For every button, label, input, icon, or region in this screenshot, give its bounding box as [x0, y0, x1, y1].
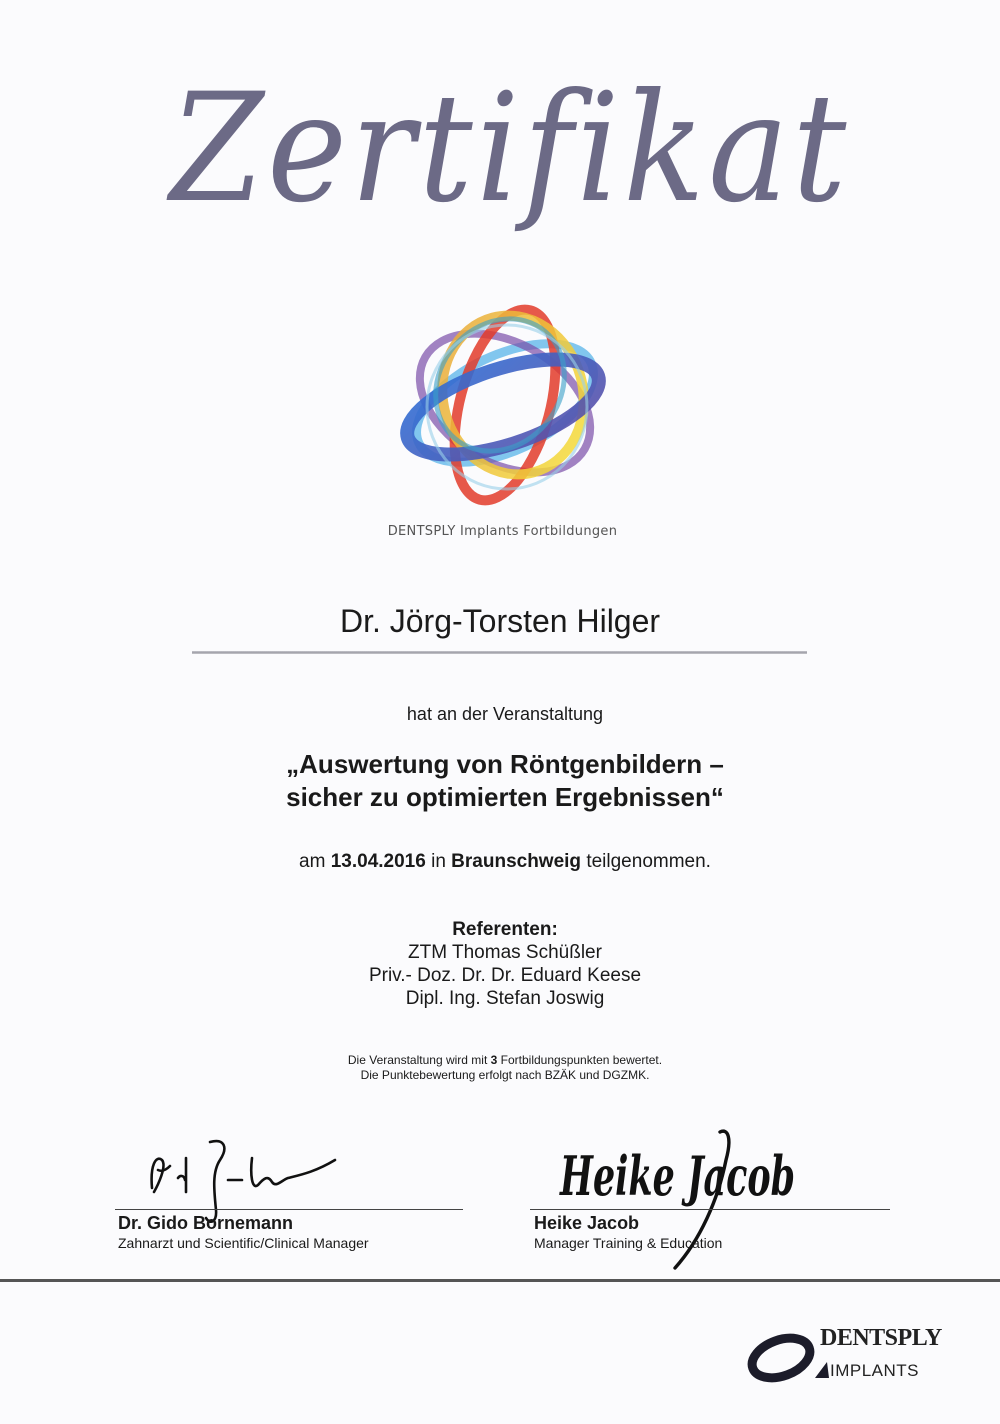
signatory-role-2: Manager Training & Education: [534, 1235, 723, 1251]
place-prefix: in: [431, 851, 446, 872]
points-value: 3: [490, 1053, 498, 1067]
event-intro: hat an der Veranstaltung: [406, 704, 604, 724]
points-suffix: Fortbildungspunkten bewertet.: [500, 1053, 663, 1067]
signature-line-2: [530, 1209, 890, 1210]
event-place: Braunschweig: [451, 851, 582, 872]
signatory-name-2: Heike Jacob: [534, 1213, 640, 1233]
handwritten-signature-text: Heike Jacob: [558, 1144, 795, 1208]
certificate-title-script: [150, 30, 890, 280]
event-title-line-2: sicher zu optimierten Ergebnissen“: [286, 782, 724, 812]
speaker-name: ZTM Thomas Schüßler: [408, 942, 602, 963]
event-date: 13.04.2016: [330, 851, 426, 872]
signature-jacob: [560, 1120, 810, 1280]
points-note-line-2: Die Punktebewertung erfolgt nach BZÄK und DGZMK.: [360, 1068, 650, 1082]
logo-brand-text: DENTSPLY: [820, 1325, 942, 1351]
signature-line-1: [115, 1209, 463, 1210]
event-title: [150, 748, 860, 814]
logo-sub-text: IMPLANTS: [830, 1361, 920, 1380]
speakers-heading: Referenten:: [452, 919, 558, 940]
event-title-line-1: „Auswertung von Röntgenbildern –: [286, 749, 724, 779]
recipient-underline: [192, 651, 807, 654]
signatory-role-1: Zahnarzt und Scientific/Clinical Manager: [118, 1235, 369, 1251]
title-script-text: Zertifikat: [166, 62, 850, 236]
date-prefix: am: [299, 851, 326, 872]
date-suffix: teilgenommen.: [586, 851, 711, 872]
points-note: [200, 1053, 810, 1083]
points-note-line-1: [200, 1053, 810, 1068]
signatory-name-1: Dr. Gido Bornemann: [118, 1213, 294, 1233]
speakers-block: [200, 918, 810, 1010]
speaker-name: Priv.- Doz. Dr. Dr. Eduard Keese: [368, 965, 642, 986]
event-date-line: [150, 851, 860, 873]
globe-rings-emblem: [395, 295, 615, 510]
points-prefix: Die Veranstaltung wird mit: [347, 1053, 488, 1067]
speaker-name: Dipl. Ing. Stefan Joswig: [405, 988, 605, 1009]
recipient-name: Dr. Jörg-Torsten Hilger: [339, 603, 661, 639]
footer-divider: [0, 1279, 1000, 1282]
emblem-caption: DENTSPLY Implants Fortbildungen: [387, 524, 618, 539]
